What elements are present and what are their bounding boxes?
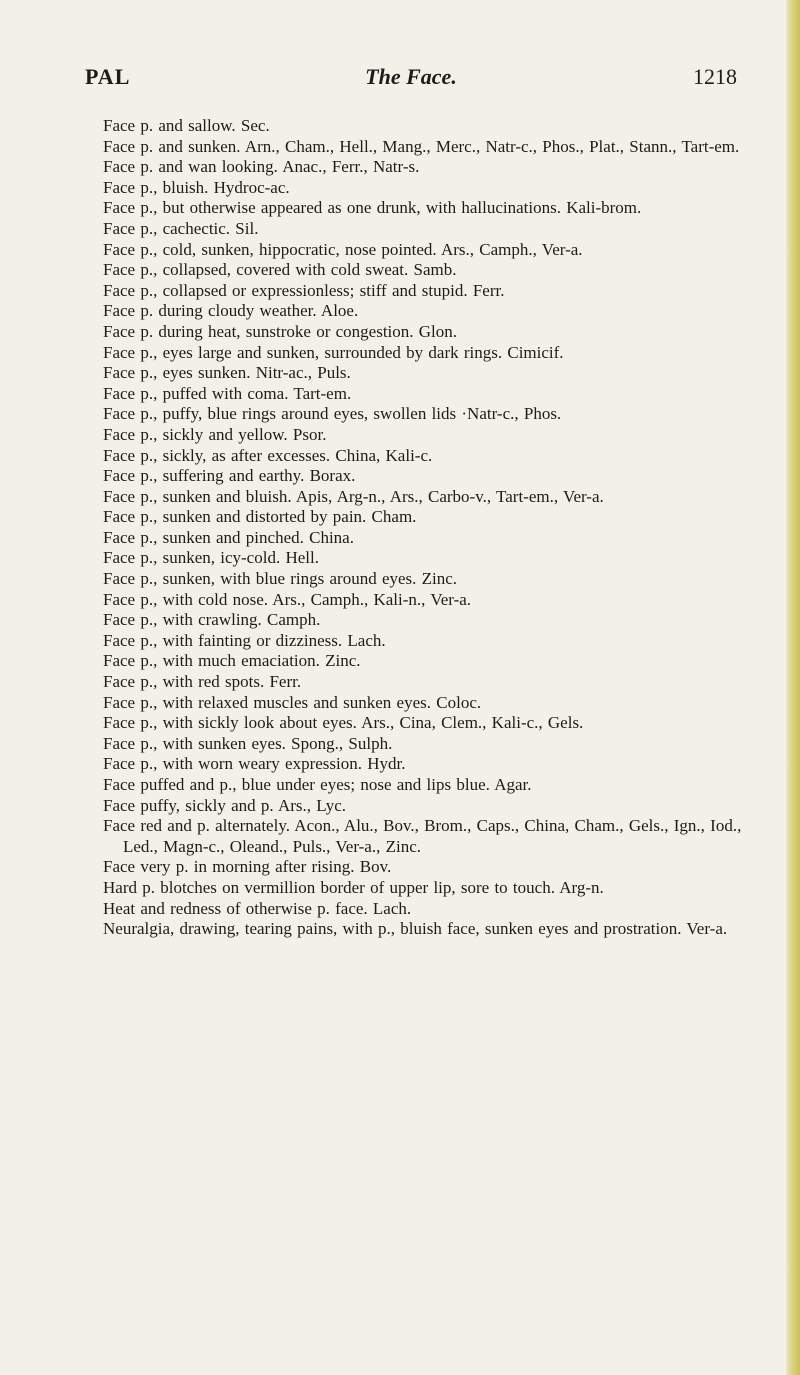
entry: Hard p. blotches on vermillion border of upper lip, sore to touch. Arg-n. (103, 877, 604, 897)
running-header (85, 64, 737, 96)
entry: Face p., with crawling. Camph. (103, 610, 321, 630)
entry: Face p., sunken and pinched. China. (103, 527, 354, 547)
header-section: PAL (85, 64, 131, 89)
entry: Face puffed and p., blue under eyes; nose and lips blue. Agar. (103, 775, 532, 794)
entry: Face puffy, sickly and p. Ars., Lyc. (103, 795, 347, 815)
entry: Face p., sunken and bluish. Apis, Arg-n., Ars., Carbo-v., Tart-em., Ver-a. (103, 486, 604, 506)
entry: Face p. and sunken. Arn., Cham., Hell., Mang., Merc., Natr-c., Phos., Plat., Stann., Tart-em. (103, 136, 740, 156)
page-number: 1218 (693, 64, 737, 89)
entry: Face p., with fainting or dizziness. Lach. (103, 630, 386, 650)
entry: Face p., with worn weary expression. Hydr. (103, 754, 406, 774)
entry: Face p., with red spots. Ferr. (103, 672, 302, 692)
entry: Face p., sunken and distorted by pain. Cham. (103, 507, 417, 527)
entry: Face p., suffering and earthy. Borax. (103, 466, 356, 486)
entry: Face p., sickly, as after excesses. China, Kali-c. (103, 445, 433, 465)
entry: Face p., with cold nose. Ars., Camph., Kali-n., Ver-a. (103, 589, 472, 609)
entry: Face p. during heat, sunstroke or congestion. Glon. (103, 321, 458, 341)
entry: Face very p. in morning after rising. Bov. (103, 857, 392, 877)
entry: Face p., sunken, with blue rings around eyes. Zinc. (103, 569, 458, 589)
entry: Face p., but otherwise appeared as one drunk, with hallucinations. Kali-brom. (103, 198, 642, 218)
entry: Neuralgia, drawing, tearing pains, with p., bluish face, sunken eyes and prostration. Ver-a. (103, 919, 728, 939)
entry: Face p., with much emaciation. Zinc. (103, 651, 361, 671)
entry: Face p., eyes sunken. Nitr-ac., Puls. (103, 363, 351, 383)
entry: Face p., with sickly look about eyes. Ars., Cina, Clem., Kali-c., Gels. (103, 713, 584, 733)
entry-list (103, 116, 751, 940)
entry: Face p., puffy, blue rings around eyes, swollen lids ·Natr-c., Phos. (103, 404, 562, 424)
page-edge (786, 0, 800, 1375)
entry: Face p., puffed with coma. Tart-em. (103, 383, 352, 403)
entry: Face p., collapsed or expressionless; stiff and stupid. Ferr. (103, 280, 505, 300)
entry: Face p., sunken, icy-cold. Hell. (103, 548, 319, 568)
entry: Face red and p. alternately. Acon., Alu., Bov., Brom., Caps., China, Cham., Gels., Ign., Iod., Led., Magn-c., Oleand., Puls., Ver-a., Zinc. (103, 816, 742, 856)
entry: Face p. during cloudy weather. Aloe. (103, 301, 359, 321)
entry: Face p., with relaxed muscles and sunken eyes. Coloc. (103, 692, 482, 712)
header-title: The Face. (365, 64, 457, 89)
entry: Face p. and sallow. Sec. (103, 116, 270, 135)
entry: Heat and redness of otherwise p. face. Lach. (103, 898, 412, 918)
entry: Face p., cachectic. Sil. (103, 218, 259, 238)
entry: Face p., sickly and yellow. Psor. (103, 424, 327, 444)
entry: Face p., eyes large and sunken, surrounded by dark rings. Cimicif. (103, 342, 564, 362)
entry: Face p., cold, sunken, hippocratic, nose pointed. Ars., Camph., Ver-a. (103, 239, 583, 259)
entry: Face p., bluish. Hydroc-ac. (103, 177, 290, 197)
entry: Face p., with sunken eyes. Spong., Sulph. (103, 733, 393, 753)
entry: Face p. and wan looking. Anac., Ferr., Natr-s. (103, 157, 420, 177)
entry: Face p., collapsed, covered with cold sweat. Samb. (103, 260, 457, 280)
